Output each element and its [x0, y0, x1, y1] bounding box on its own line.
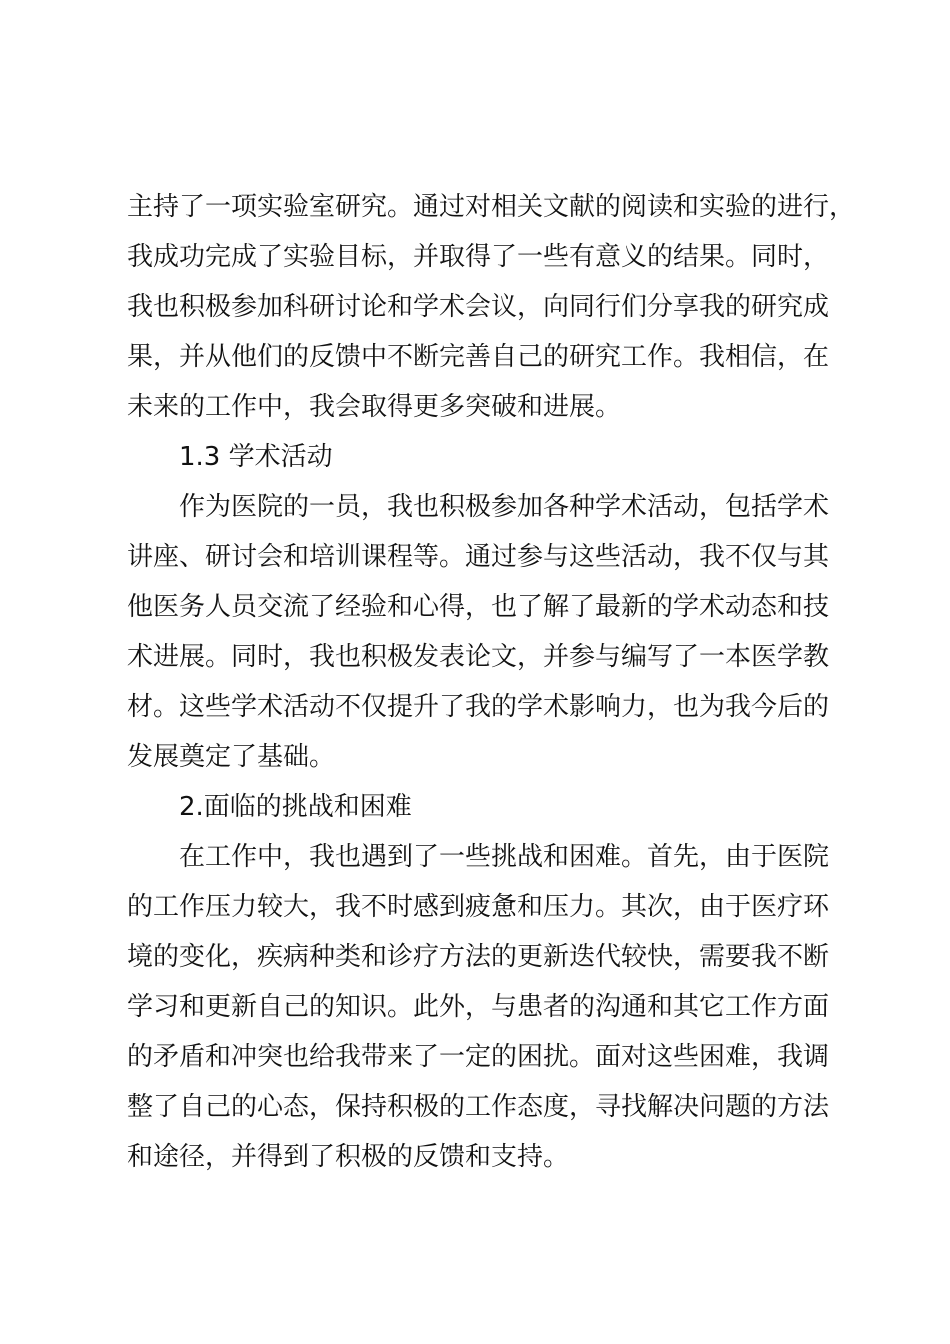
text-line: 作为医院的一员，我也积极参加各种学术活动，包括学术 — [179, 492, 830, 522]
text-line: 学习和更新自己的知识。此外，与患者的沟通和其它工作方面 — [127, 992, 830, 1022]
paragraph — [127, 482, 830, 782]
text-line: 的工作压力较大，我不时感到疲惫和压力。其次，由于医疗环 — [127, 892, 830, 922]
section-heading: 1.3 学术活动 — [179, 442, 333, 472]
text-line: 材。这些学术活动不仅提升了我的学术影响力，也为我今后的 — [127, 692, 830, 722]
text-line: 发展奠定了基础。 — [127, 742, 336, 772]
text-line: 在工作中，我也遇到了一些挑战和困难。首先，由于医院 — [179, 842, 830, 872]
text-line: 境的变化，疾病种类和诊疗方法的更新迭代较快，需要我不断 — [127, 942, 830, 972]
text-line: 我成功完成了实验目标，并取得了一些有意义的结果。同时， — [127, 242, 830, 272]
document-body — [127, 182, 856, 1182]
text-line: 他医务人员交流了经验和心得，也了解了最新的学术动态和技 — [127, 592, 830, 622]
text-line: 主持了一项实验室研究。通过对相关文献的阅读和实验的进行， — [127, 192, 856, 222]
text-line: 我也积极参加科研讨论和学术会议，向同行们分享我的研究成 — [127, 292, 830, 322]
text-line: 的矛盾和冲突也给我带来了一定的困扰。面对这些困难，我调 — [127, 1042, 830, 1072]
paragraph — [127, 832, 830, 1182]
text-line: 未来的工作中，我会取得更多突破和进展。 — [127, 392, 622, 422]
text-line: 和途径，并得到了积极的反馈和支持。 — [127, 1142, 570, 1172]
text-line: 整了自己的心态，保持积极的工作态度，寻找解决问题的方法 — [127, 1092, 830, 1122]
text-line: 术进展。同时，我也积极发表论文，并参与编写了一本医学教 — [127, 642, 830, 672]
text-line: 果，并从他们的反馈中不断完善自己的研究工作。我相信，在 — [127, 342, 830, 372]
paragraph — [127, 182, 856, 432]
section-heading: 2.面临的挑战和困难 — [179, 792, 412, 822]
text-line: 讲座、研讨会和培训课程等。通过参与这些活动，我不仅与其 — [127, 542, 830, 572]
